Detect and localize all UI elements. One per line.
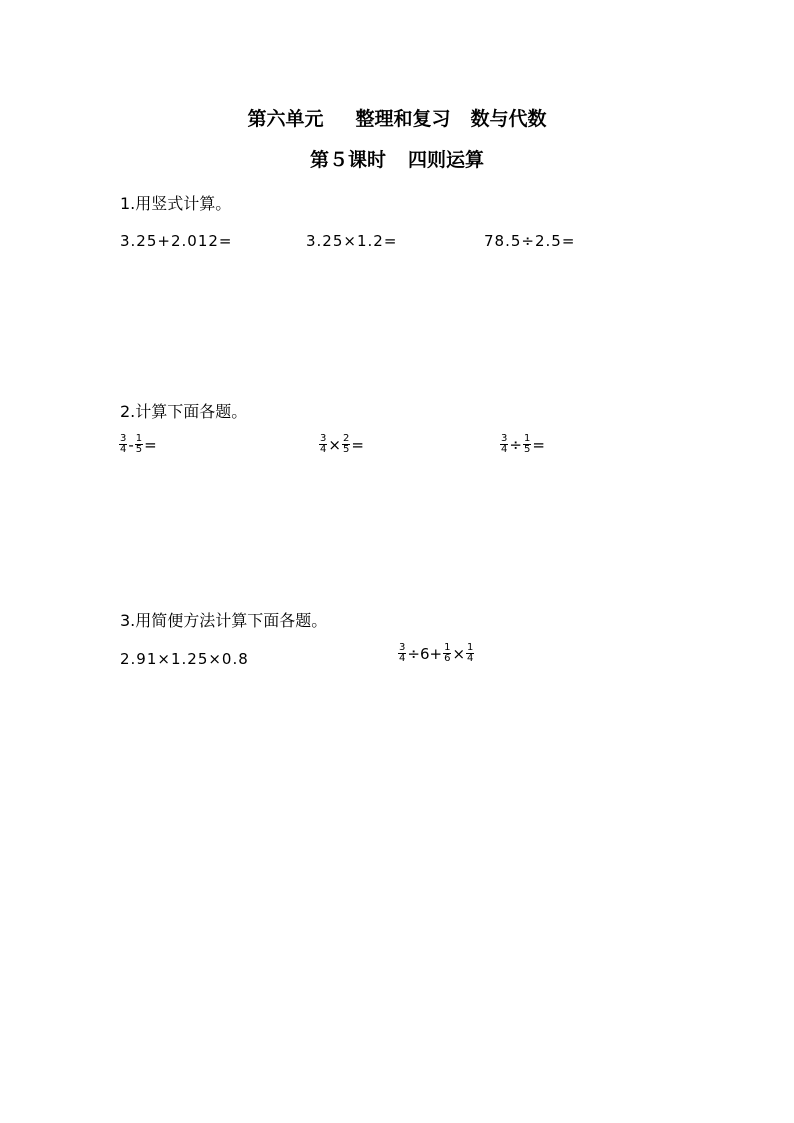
q2-item-1	[119, 434, 158, 455]
q1-item-3: 78.5÷2.5=	[484, 232, 576, 250]
lesson-title	[0, 145, 794, 172]
operator: ÷	[509, 435, 522, 454]
fraction: $\frac{1}{6}$	[444, 642, 451, 664]
equals-sign: =	[144, 435, 157, 454]
operator: ×	[328, 435, 341, 454]
q2-item-2	[319, 434, 365, 455]
q2-prompt: 2.计算下面各题。	[120, 402, 248, 421]
fraction: $\frac{1}{4}$	[467, 642, 474, 664]
q3-item-1: 2.91×1.25×0.8	[120, 650, 249, 668]
equals-sign: =	[351, 435, 364, 454]
lesson-label: 第５课时	[309, 149, 386, 171]
q2-item-3	[500, 434, 546, 455]
topic-label: 整理和复习	[355, 108, 451, 130]
operator: -	[128, 435, 134, 454]
q1-prompt: 1.用竖式计算。	[120, 194, 232, 213]
q3-item-2	[398, 643, 474, 664]
lesson-topic-label: 四则运算	[408, 149, 485, 171]
unit-label: 第六单元	[247, 108, 324, 130]
section-label: 数与代数	[470, 108, 547, 130]
q3-prompt: 3.用简便方法计算下面各题。	[120, 611, 328, 630]
q1-item-1: 3.25+2.012=	[120, 232, 233, 250]
equals-sign: =	[532, 435, 545, 454]
operator: ÷6+	[407, 644, 443, 663]
fraction: $\frac{1}{5}$	[523, 433, 531, 455]
fraction: $\frac{3}{4}$	[120, 433, 127, 455]
fraction: $\frac{2}{5}$	[342, 433, 350, 455]
fraction: $\frac{3}{4}$	[501, 433, 508, 455]
fraction: $\frac{3}{4}$	[399, 642, 406, 664]
q1-item-2: 3.25×1.2=	[306, 232, 398, 250]
fraction: $\frac{1}{5}$	[135, 433, 143, 455]
fraction: $\frac{3}{4}$	[320, 433, 327, 455]
unit-title	[0, 104, 794, 131]
operator: ×	[452, 644, 466, 663]
